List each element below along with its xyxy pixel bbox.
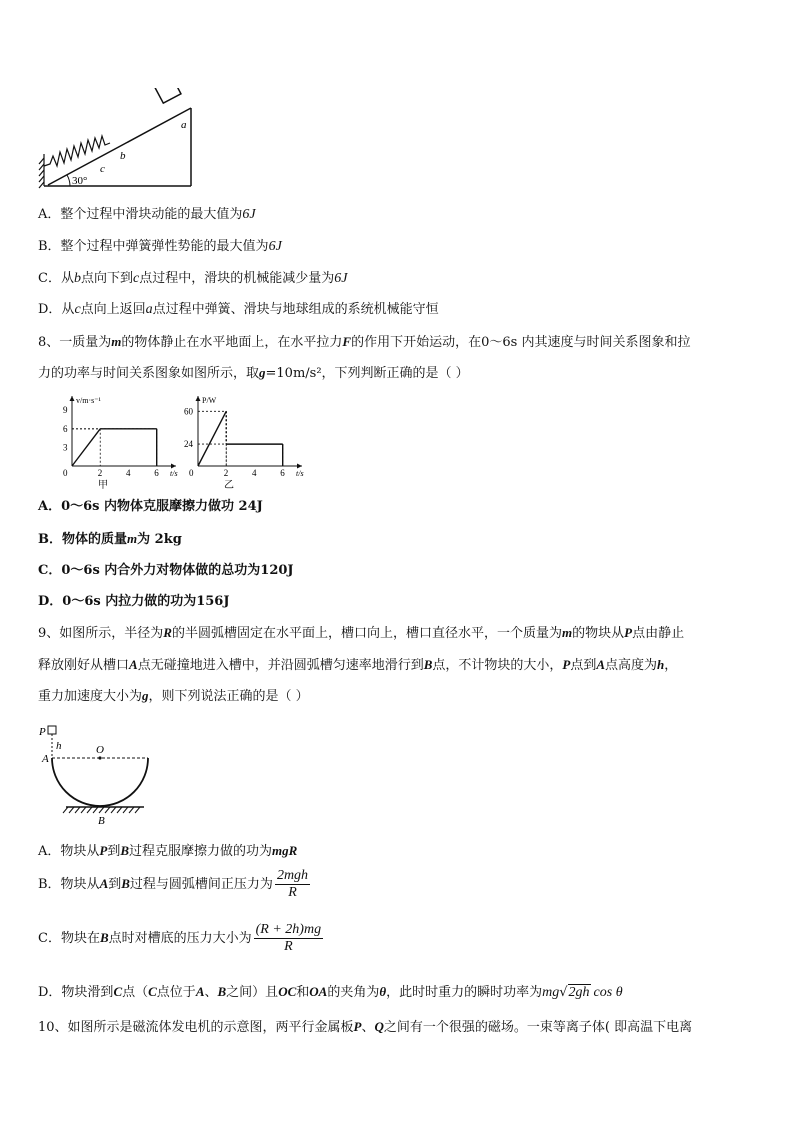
chart-caption: 甲 — [98, 480, 108, 491]
point-a-label: a — [181, 119, 187, 131]
label-p: P — [39, 726, 46, 738]
x-axis-label: t/s — [296, 469, 304, 478]
y-tick-label: 6 — [63, 423, 68, 434]
q7-option-b: B．整个过程中弹簧弹性势能的最大值为6J — [38, 239, 282, 254]
x-tick-label: 6 — [154, 468, 159, 478]
q8-option-a: A．0～6s 内物体克服摩擦力做功 24J — [38, 499, 263, 514]
x-tick-label: 0 — [63, 468, 68, 478]
sliding-block — [155, 88, 181, 103]
point-c-label: c — [100, 163, 105, 175]
q8-stem-line1: 8、一质量为m的物体静止在水平地面上，在水平拉力F的作用下开始运动，在0～6s 内其速度与时间关系图象和拉 — [38, 334, 691, 350]
q7-option-c: C．从b点向下到c点过程中，滑块的机械能减少量为6J — [38, 271, 348, 286]
x-tick-label: 6 — [280, 468, 285, 478]
q9-option-d: D．物块滑到C点（C点位于A、B之间）且OC和OA的夹角为θ，此时时重力的瞬时功率为mg√2gh cos θ — [38, 984, 623, 1000]
x-axis-arrow — [171, 464, 176, 469]
q8-stem-line2: 力的功率与时间关系图象如图所示，取g=10m/s²，下列判断正确的是（ ） — [38, 365, 469, 381]
q9-option-a: A．物块从P到B过程克服摩擦力做的功为mgR — [38, 843, 298, 859]
x-tick-label: 4 — [125, 468, 131, 478]
q8-option-b: B．物体的质量m为 2kg — [38, 531, 182, 547]
y-tick-label: 60 — [184, 406, 193, 417]
q7-option-a: A．整个过程中滑块动能的最大值为6J — [38, 207, 256, 222]
power-time-chart — [178, 392, 308, 492]
fraction-2mgh-over-r: $\frac{\text{2mgh}}{R}$ — [276, 868, 309, 900]
x-tick-label: 2 — [97, 468, 103, 478]
chart-caption: 乙 — [224, 480, 234, 491]
x-axis-arrow — [297, 464, 302, 469]
q8-option-d: D．0～6s 内拉力做的功为156J — [38, 594, 230, 609]
label-h: h — [56, 740, 62, 752]
y-axis-arrow — [196, 396, 201, 401]
series-segment — [72, 429, 100, 466]
label-o: O — [96, 744, 104, 756]
y-axis-label: P/W — [202, 396, 217, 405]
q9-option-c: C．物块在B点时对槽底的压力大小为 $\frac{(R + 2h)mg}{R}$ — [38, 922, 322, 954]
label-b: B — [98, 815, 105, 827]
x-axis-label: t/s — [170, 469, 178, 478]
q7-option-d: D．从c点向上返回a点过程中弹簧、滑块与地球组成的系统机械能守恒 — [38, 302, 439, 317]
x-tick-label: 4 — [251, 468, 257, 478]
y-tick-label: 3 — [63, 442, 68, 453]
y-tick-label: 24 — [184, 439, 193, 450]
point-b-label: b — [120, 150, 126, 162]
q8-option-c: C．0～6s 内合外力对物体做的总功为120J — [38, 563, 294, 578]
q10-stem-line1: 10、如图所示是磁流体发电机的示意图，两平行金属板P、Q之间有一个很强的磁场。一束等离子体( 即高温下电离 — [38, 1019, 693, 1035]
q9-stem-line1: 9、如图所示，半径为R的半圆弧槽固定在水平面上，槽口向上，槽口直径水平，一个质量为m的物块从P点由静止 — [38, 625, 685, 641]
y-axis-arrow — [70, 396, 75, 401]
q9-stem-line2: 释放刚好从槽口A点无碰撞地进入槽中，并沿圆弧槽匀速率地滑行到B点，不计物块的大小，P点到A点高度为h， — [38, 657, 678, 673]
block-p — [48, 726, 56, 734]
q9-stem-line3: 重力加速度大小为g，则下列说法正确的是（ ） — [38, 688, 309, 704]
fraction-r-plus-2h-mg-over-r: $\frac{(R + 2h)mg}{R}$ — [255, 922, 322, 954]
label-a: A — [42, 753, 49, 765]
y-tick-label: 9 — [63, 405, 68, 416]
wall-hatch — [39, 154, 44, 188]
spring — [44, 136, 110, 166]
x-tick-label: 2 — [223, 468, 229, 478]
y-axis-label: v/m·s⁻¹ — [76, 396, 101, 405]
velocity-time-chart — [52, 392, 182, 492]
x-tick-label: 0 — [189, 468, 194, 478]
series-segment — [198, 411, 226, 466]
incline-spring-figure — [36, 88, 206, 193]
q9-option-b: B．物块从A到B过程与圆弧槽间正压力为 $\frac{\text{2mgh}}{R}$ — [38, 868, 309, 900]
semicircle-groove-figure — [36, 720, 166, 830]
angle-label: 30° — [72, 175, 88, 187]
sqrt-sign: √ — [559, 985, 568, 1000]
